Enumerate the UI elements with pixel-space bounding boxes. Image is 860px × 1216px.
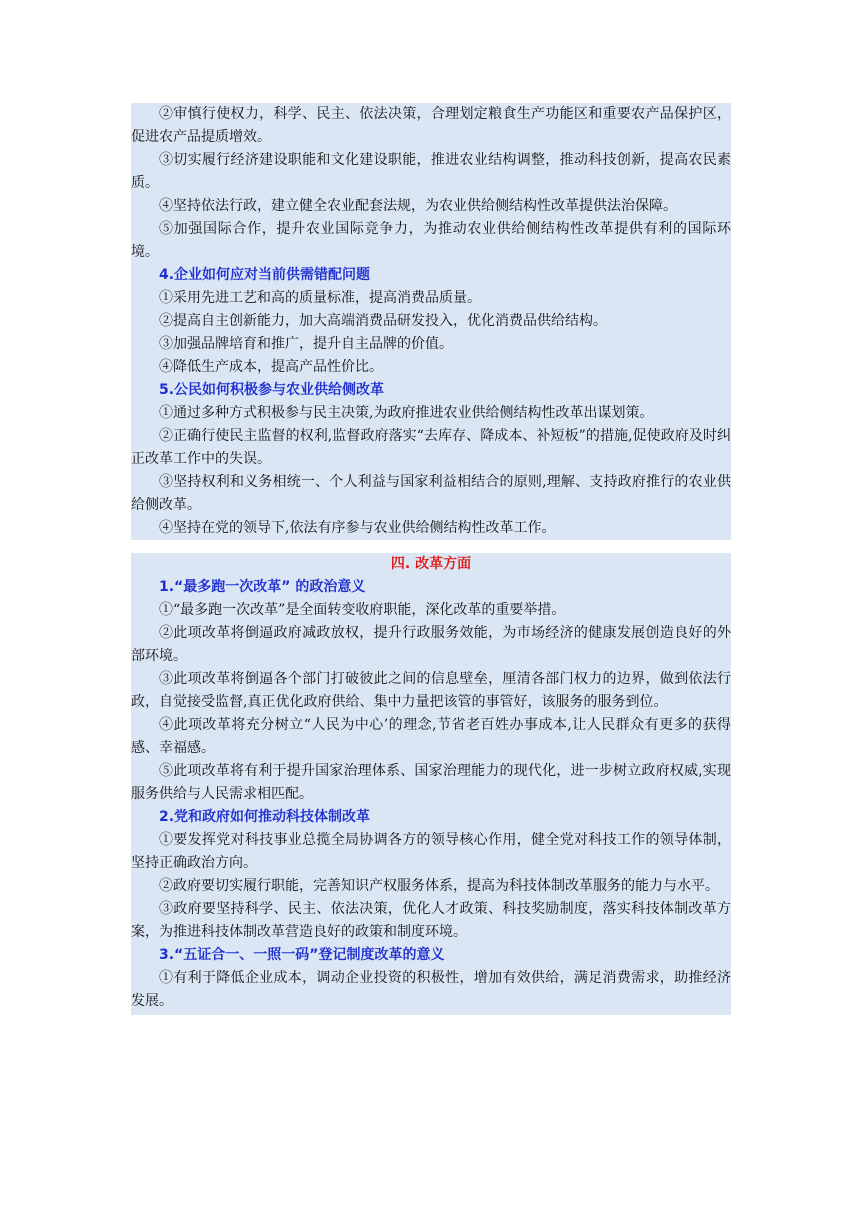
subheading-registration-reform: 3.“五证合一、一照一码”登记制度改革的意义 [159,947,445,963]
paragraph: ⑤加强国际合作，提升农业国际竞争力，为推动农业供给侧结构性改革提供有利的国际环境。 [131,221,731,260]
paragraph: ④降低生产成本，提高产品性价比。 [159,359,383,375]
paragraph: ④此项改革将充分树立“人民为中心’的理念,节省老百姓办事成本,让人民群众有更多的获得感、幸福感。 [131,717,731,756]
paragraph: ①采用先进工艺和高的质量标准，提高消费品质量。 [159,290,481,306]
highlighted-content [131,103,731,1015]
paragraph: ②审慎行使权力，科学、民主、依法决策，合理划定粮食生产功能区和重要农产品保护区，促进农产品提质增效。 [131,106,731,145]
paragraph: ①有利于降低企业成本，调动企业投资的积极性，增加有效供给，满足消费需求，助推经济发展。 [131,970,731,1009]
paragraph: ②政府要切实履行职能，完善知识产权服务体系，提高为科技体制改革服务的能力与水平。 [159,878,719,894]
paragraph: ①要发挥党对科技事业总揽全局协调各方的领导核心作用，健全党对科技工作的领导体制，坚持正确政治方向。 [131,832,731,871]
paragraph: ①“最多跑一次改革”是全面转变收府职能，深化改革的重要举措。 [159,602,566,618]
paragraph: ④坚持在党的领导下,依法有序参与农业供给侧结构性改革工作。 [159,520,556,536]
paragraph: ③政府要坚持科学、民主、依法决策，优化人才政策、科技奖励制度，落实科技体制改革方案，为推进科技体制改革营造良好的政策和制度环境。 [131,901,731,940]
paragraph: ③切实履行经济建设职能和文化建设职能，推进农业结构调整，推动科技创新，提高农民素质。 [131,152,731,191]
paragraph: ①通过多种方式积极参与民主决策,为政府推进农业供给侧结构性改革出谋划策。 [159,405,654,421]
subheading-enterprise: 4.企业如何应对当前供需错配问题 [159,267,371,283]
paragraph: ⑤此项改革将有利于提升国家治理体系、国家治理能力的现代化，进一步树立政府权威,实现服务供给与人民需求相匹配。 [131,763,731,802]
subheading-citizen: 5.公民如何积极参与农业供给侧改革 [159,382,385,398]
subheading-run-once: 1.“最多跑一次改革” 的政治意义 [159,579,366,595]
section-title-reform: 四. 改革方面 [390,556,472,572]
section-gap [131,540,731,553]
paragraph: ②提高自主创新能力，加大高端消费品研发投入，优化消费品供给结构。 [159,313,607,329]
paragraph: ②正确行使民主监督的权利,监督政府落实“去库存、降成本、补短板”的措施,促使政府及时纠正改革工作中的失误。 [131,428,731,467]
paragraph: ③坚持权利和义务相统一、个人利益与国家利益相结合的原则,理解、支持政府推行的农业供给侧改革。 [131,474,731,513]
subheading-tech-reform: 2.党和政府如何推动科技体制改革 [159,809,371,825]
paragraph: ③此项改革将倒逼各个部门打破彼此之间的信息壁垒，厘清各部门权力的边界，做到依法行政，自觉接受监督,真正优化政府供给、集中力量把该管的事管好，该服务的服务到位。 [131,671,731,710]
paragraph: ③加强品牌培育和推广，提升自主品牌的价值。 [159,336,453,352]
paragraph: ②此项改革将倒逼政府减政放权，提升行政服务效能，为市场经济的健康发展创造良好的外部环境。 [131,625,731,664]
paragraph: ④坚持依法行政，建立健全农业配套法规，为农业供给侧结构性改革提供法治保障。 [159,198,677,214]
